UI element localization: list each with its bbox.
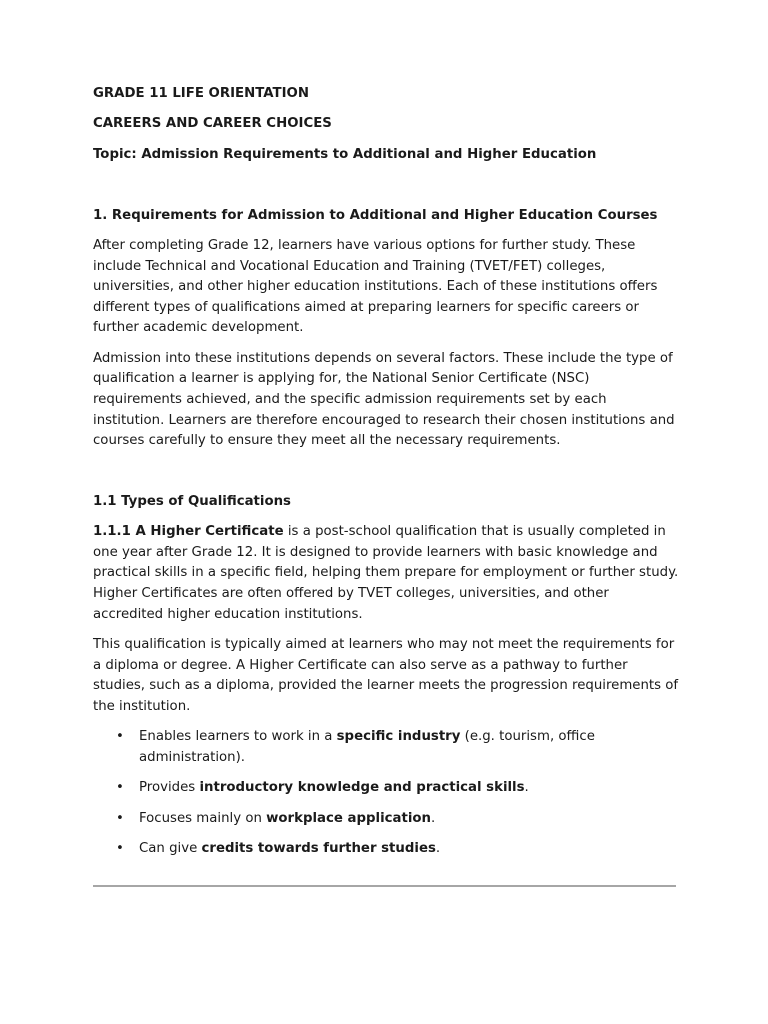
bullet-icon: • (116, 780, 124, 796)
topic-heading: Topic: Admission Requirements to Additional and Higher Education (93, 146, 597, 162)
list-item: • Provides introductory knowledge and practical skills. (93, 778, 679, 799)
higher-certificate-bullet-list (93, 727, 679, 859)
higher-certificate-paragraph-2: This qualification is typically aimed at learners who may not meet the requirements for a diploma or degree. A Higher Certificate can also serve as a pathway to further studies, such as a diploma, provided the learner meets the progression requirements of the institution. (93, 637, 679, 714)
grade-heading: GRADE 11 LIFE ORIENTATION (93, 86, 309, 101)
bullet-icon: • (116, 840, 124, 856)
list-item: • Focuses mainly on workplace application. (93, 809, 679, 830)
list-item: • Can give credits towards further studies. (93, 839, 679, 860)
horizontal-divider (93, 885, 676, 887)
higher-certificate-term: 1.1.1 A Higher Certificate (93, 524, 284, 540)
higher-certificate-description: is a post-school qualification that is usually completed in one year after Grade 12. It is designed to provide learners with basic knowledge and practical skills in a specific field, helping them prepare for employment or further study. Higher Certificates are often offered by TVET colleges, universities, and other accredited higher education institutions. (93, 524, 679, 622)
list-item: • Enables learners to work in a specific industry (e.g. tourism, office administration). (116, 729, 595, 765)
document-page (93, 84, 679, 869)
bullet-icon: • (116, 810, 124, 826)
section-1-paragraph-2: Admission into these institutions depends on several factors. These include the type of qualification a learner is applying for, the National Senior Certificate (NSC) requirements achieved, and the specific admission requirements set by each institution. Learners are therefore encouraged to research their chosen institutions and courses carefully to ensure they meet all the necessary requirements. (93, 350, 675, 449)
section-1-1-heading: 1.1 Types of Qualifications (93, 493, 291, 509)
bullet-icon: • (116, 729, 124, 745)
spacer (93, 461, 679, 491)
subject-heading: CAREERS AND CAREER CHOICES (93, 116, 332, 132)
section-1-paragraph-1: After completing Grade 12, learners have various options for further study. These include Technical and Vocational Education and Training (TVET/FET) colleges, universities, and other higher education institutions. Each of these institutions offers different types of qualifications aimed at preparing learners for specific careers or further academic development. (93, 237, 658, 336)
higher-certificate-paragraph (93, 522, 679, 625)
spacer (93, 175, 679, 205)
section-1-heading: 1. Requirements for Admission to Additional and Higher Education Courses (93, 207, 658, 223)
